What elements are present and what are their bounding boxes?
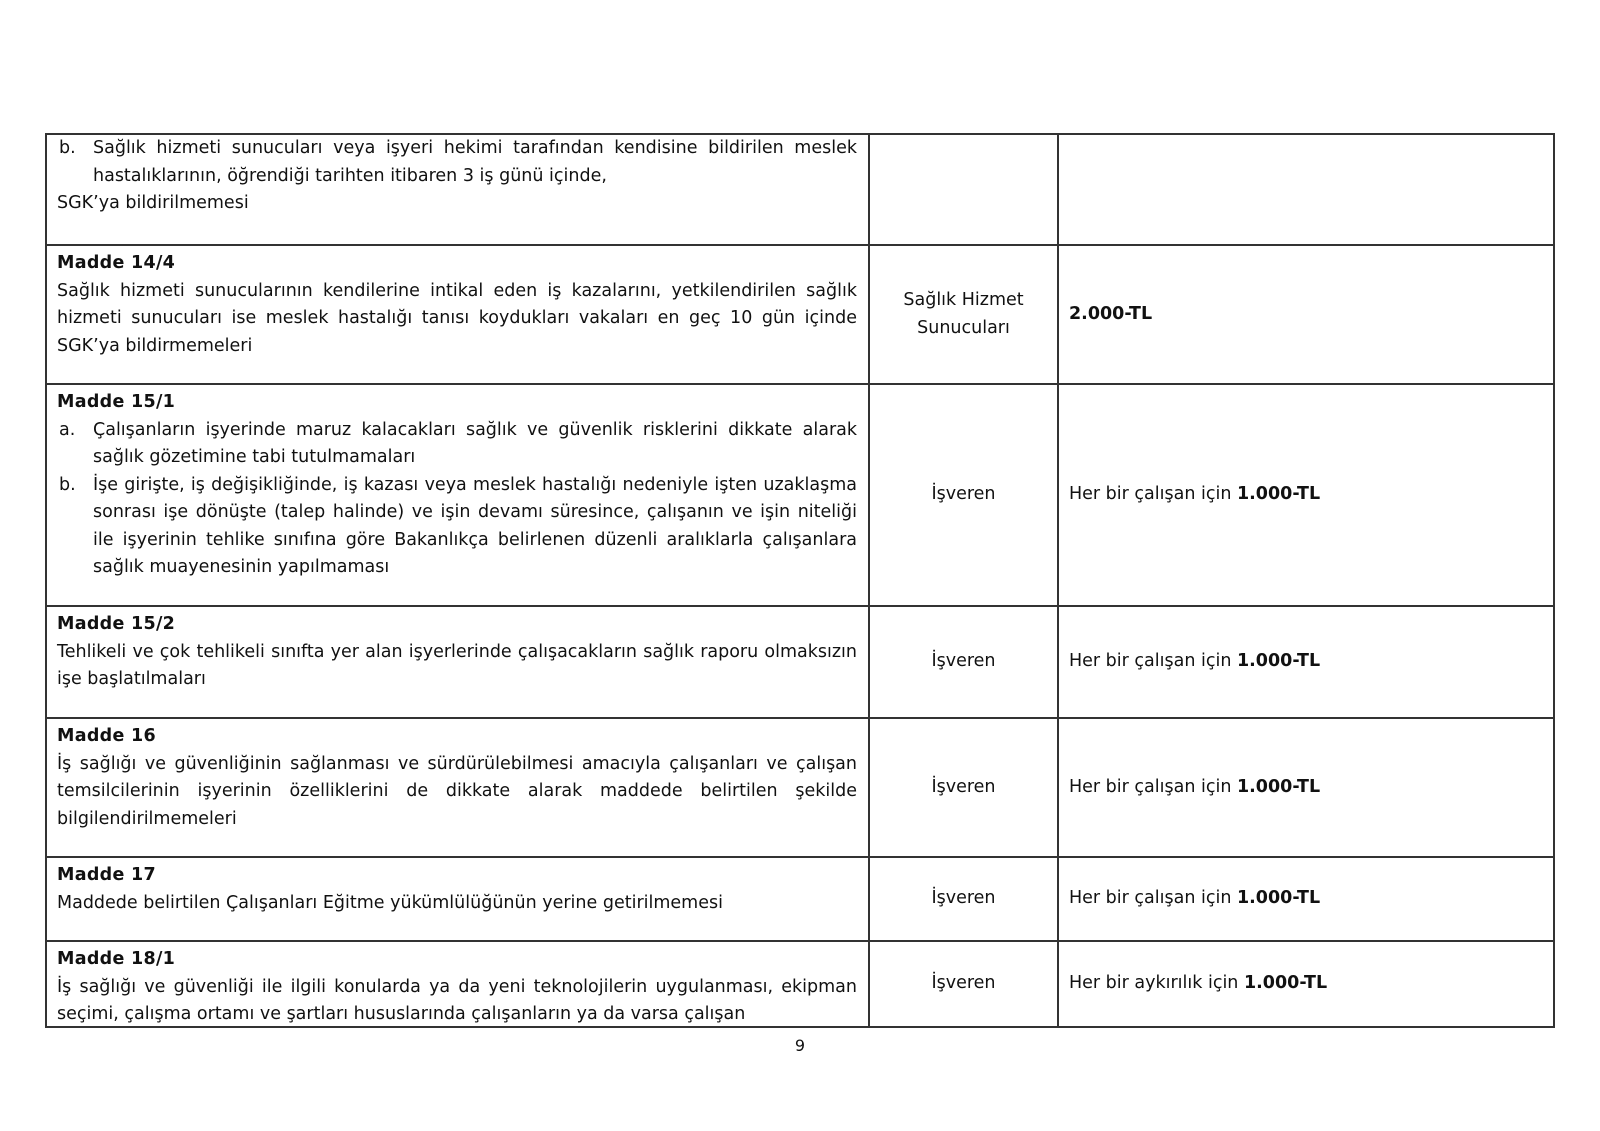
violation-text: İş sağlığı ve güvenliği ile ilgili konularda ya da yeni teknolojilerin uygulanması, ekipman seçimi, çalışma ortamı ve şartları hususlarında çalışanların ya da varsa çalışan bbox=[57, 976, 857, 1024]
responsible-cell: İşveren bbox=[869, 941, 1058, 1027]
penalty-prefix: Her bir çalışan için bbox=[1069, 776, 1237, 797]
item-text: Sağlık hizmeti sunucuları veya işyeri hekimi tarafından kendisine bildirilen meslek hastalıklarının, öğrendiği tarihten itibaren 3 iş günü içinde, bbox=[93, 138, 857, 186]
penalty-amount: 1.000-TL bbox=[1236, 888, 1321, 909]
article-heading: Madde 16 bbox=[57, 726, 156, 746]
penalty-cell bbox=[1058, 718, 1554, 857]
item-text: Çalışanların işyerinde maruz kalacakları sağlık ve güvenlik risklerini dikkate alarak sağlık gözetimine tabi tutulmamaları bbox=[93, 419, 857, 467]
penalty-cell bbox=[1058, 941, 1554, 1027]
article-heading: Madde 15/2 bbox=[57, 614, 176, 634]
responsible-cell bbox=[869, 134, 1058, 245]
penalty-prefix: Her bir çalışan için bbox=[1069, 888, 1237, 909]
table-row bbox=[46, 606, 1554, 718]
table-row bbox=[46, 857, 1554, 941]
violation-text: Sağlık hizmeti sunucularının kendilerine intikal eden iş kazalarını, yetkilendirilen sağlık hizmeti sunucuları ise meslek hastalığı tanısı koydukları vakaları en geç 10 gün içinde SGK’ya bildirmemeleri bbox=[57, 280, 857, 356]
penalty-cell bbox=[1058, 245, 1554, 384]
violation-cell bbox=[46, 857, 869, 941]
item-text: İşe girişte, iş değişikliğinde, iş kazası veya meslek hastalığı nedeniyle işten uzaklaşma sonrası işe dönüşte (talep halinde) ve işin devamı süresince, çalışanın ve işin niteliği ile işyerinin tehlike sınıfına göre Bakanlıkça belirlenen düzenli aralıklarla çalışanlara sağlık muayenesinin yapılmaması bbox=[93, 474, 857, 577]
violation-text: İş sağlığı ve güvenliğinin sağlanması ve sürdürülebilmesi amacıyla çalışanları ve çalışan temsilcilerinin işyerinin özelliklerini de dikkate alarak maddede belirtilen şekilde bilgilendirilmemeleri bbox=[57, 753, 857, 829]
penalty-cell bbox=[1058, 857, 1554, 941]
list-item bbox=[57, 135, 857, 190]
responsible-cell bbox=[869, 245, 1058, 384]
table-row bbox=[46, 134, 1554, 245]
clipped-content bbox=[57, 946, 857, 1026]
penalty-cell bbox=[1058, 384, 1554, 606]
violation-cell bbox=[46, 384, 869, 606]
item-label: a. bbox=[59, 419, 76, 440]
table-row bbox=[46, 941, 1554, 1027]
article-heading: Madde 14/4 bbox=[57, 253, 176, 273]
table-row bbox=[46, 245, 1554, 384]
violation-cell bbox=[46, 941, 869, 1027]
item-label: b. bbox=[59, 474, 76, 495]
table-row bbox=[46, 718, 1554, 857]
penalty-cell bbox=[1058, 606, 1554, 718]
violation-cell bbox=[46, 718, 869, 857]
item-label: b. bbox=[59, 138, 76, 158]
page-number: 9 bbox=[794, 1036, 806, 1055]
penalty-table bbox=[45, 133, 1555, 1028]
responsible-text: Sağlık Hizmet Sunucuları bbox=[903, 290, 1024, 338]
violation-text: Maddede belirtilen Çalışanları Eğitme yükümlülüğünün yerine getirilmemesi bbox=[57, 892, 723, 913]
penalty-amount: 1.000-TL bbox=[1243, 973, 1328, 994]
article-heading: Madde 18/1 bbox=[57, 949, 176, 969]
responsible-cell: İşveren bbox=[869, 718, 1058, 857]
table-row bbox=[46, 384, 1554, 606]
penalty-prefix: Her bir aykırılık için bbox=[1069, 973, 1244, 994]
violation-tail: SGK’ya bildirilmemesi bbox=[57, 193, 249, 213]
penalty-amount: 1.000-TL bbox=[1236, 651, 1321, 672]
list-item bbox=[57, 417, 857, 472]
responsible-cell: İşveren bbox=[869, 606, 1058, 718]
penalty-amount: 2.000-TL bbox=[1069, 303, 1153, 324]
penalty-prefix: Her bir çalışan için bbox=[1069, 484, 1237, 505]
responsible-cell: İşveren bbox=[869, 857, 1058, 941]
article-heading: Madde 17 bbox=[57, 865, 156, 885]
violation-cell bbox=[46, 134, 869, 245]
violation-text: Tehlikeli ve çok tehlikeli sınıfta yer alan işyerlerinde çalışacakların sağlık raporu olmaksızın işe başlatılmaları bbox=[57, 641, 857, 689]
article-heading: Madde 15/1 bbox=[57, 392, 176, 412]
penalty-cell bbox=[1058, 134, 1554, 245]
penalty-prefix: Her bir çalışan için bbox=[1069, 651, 1237, 672]
penalty-amount: 1.000-TL bbox=[1236, 776, 1321, 797]
violation-cell bbox=[46, 606, 869, 718]
violation-cell bbox=[46, 245, 869, 384]
responsible-cell: İşveren bbox=[869, 384, 1058, 606]
list-item bbox=[57, 472, 857, 582]
penalty-amount: 1.000-TL bbox=[1236, 484, 1321, 505]
